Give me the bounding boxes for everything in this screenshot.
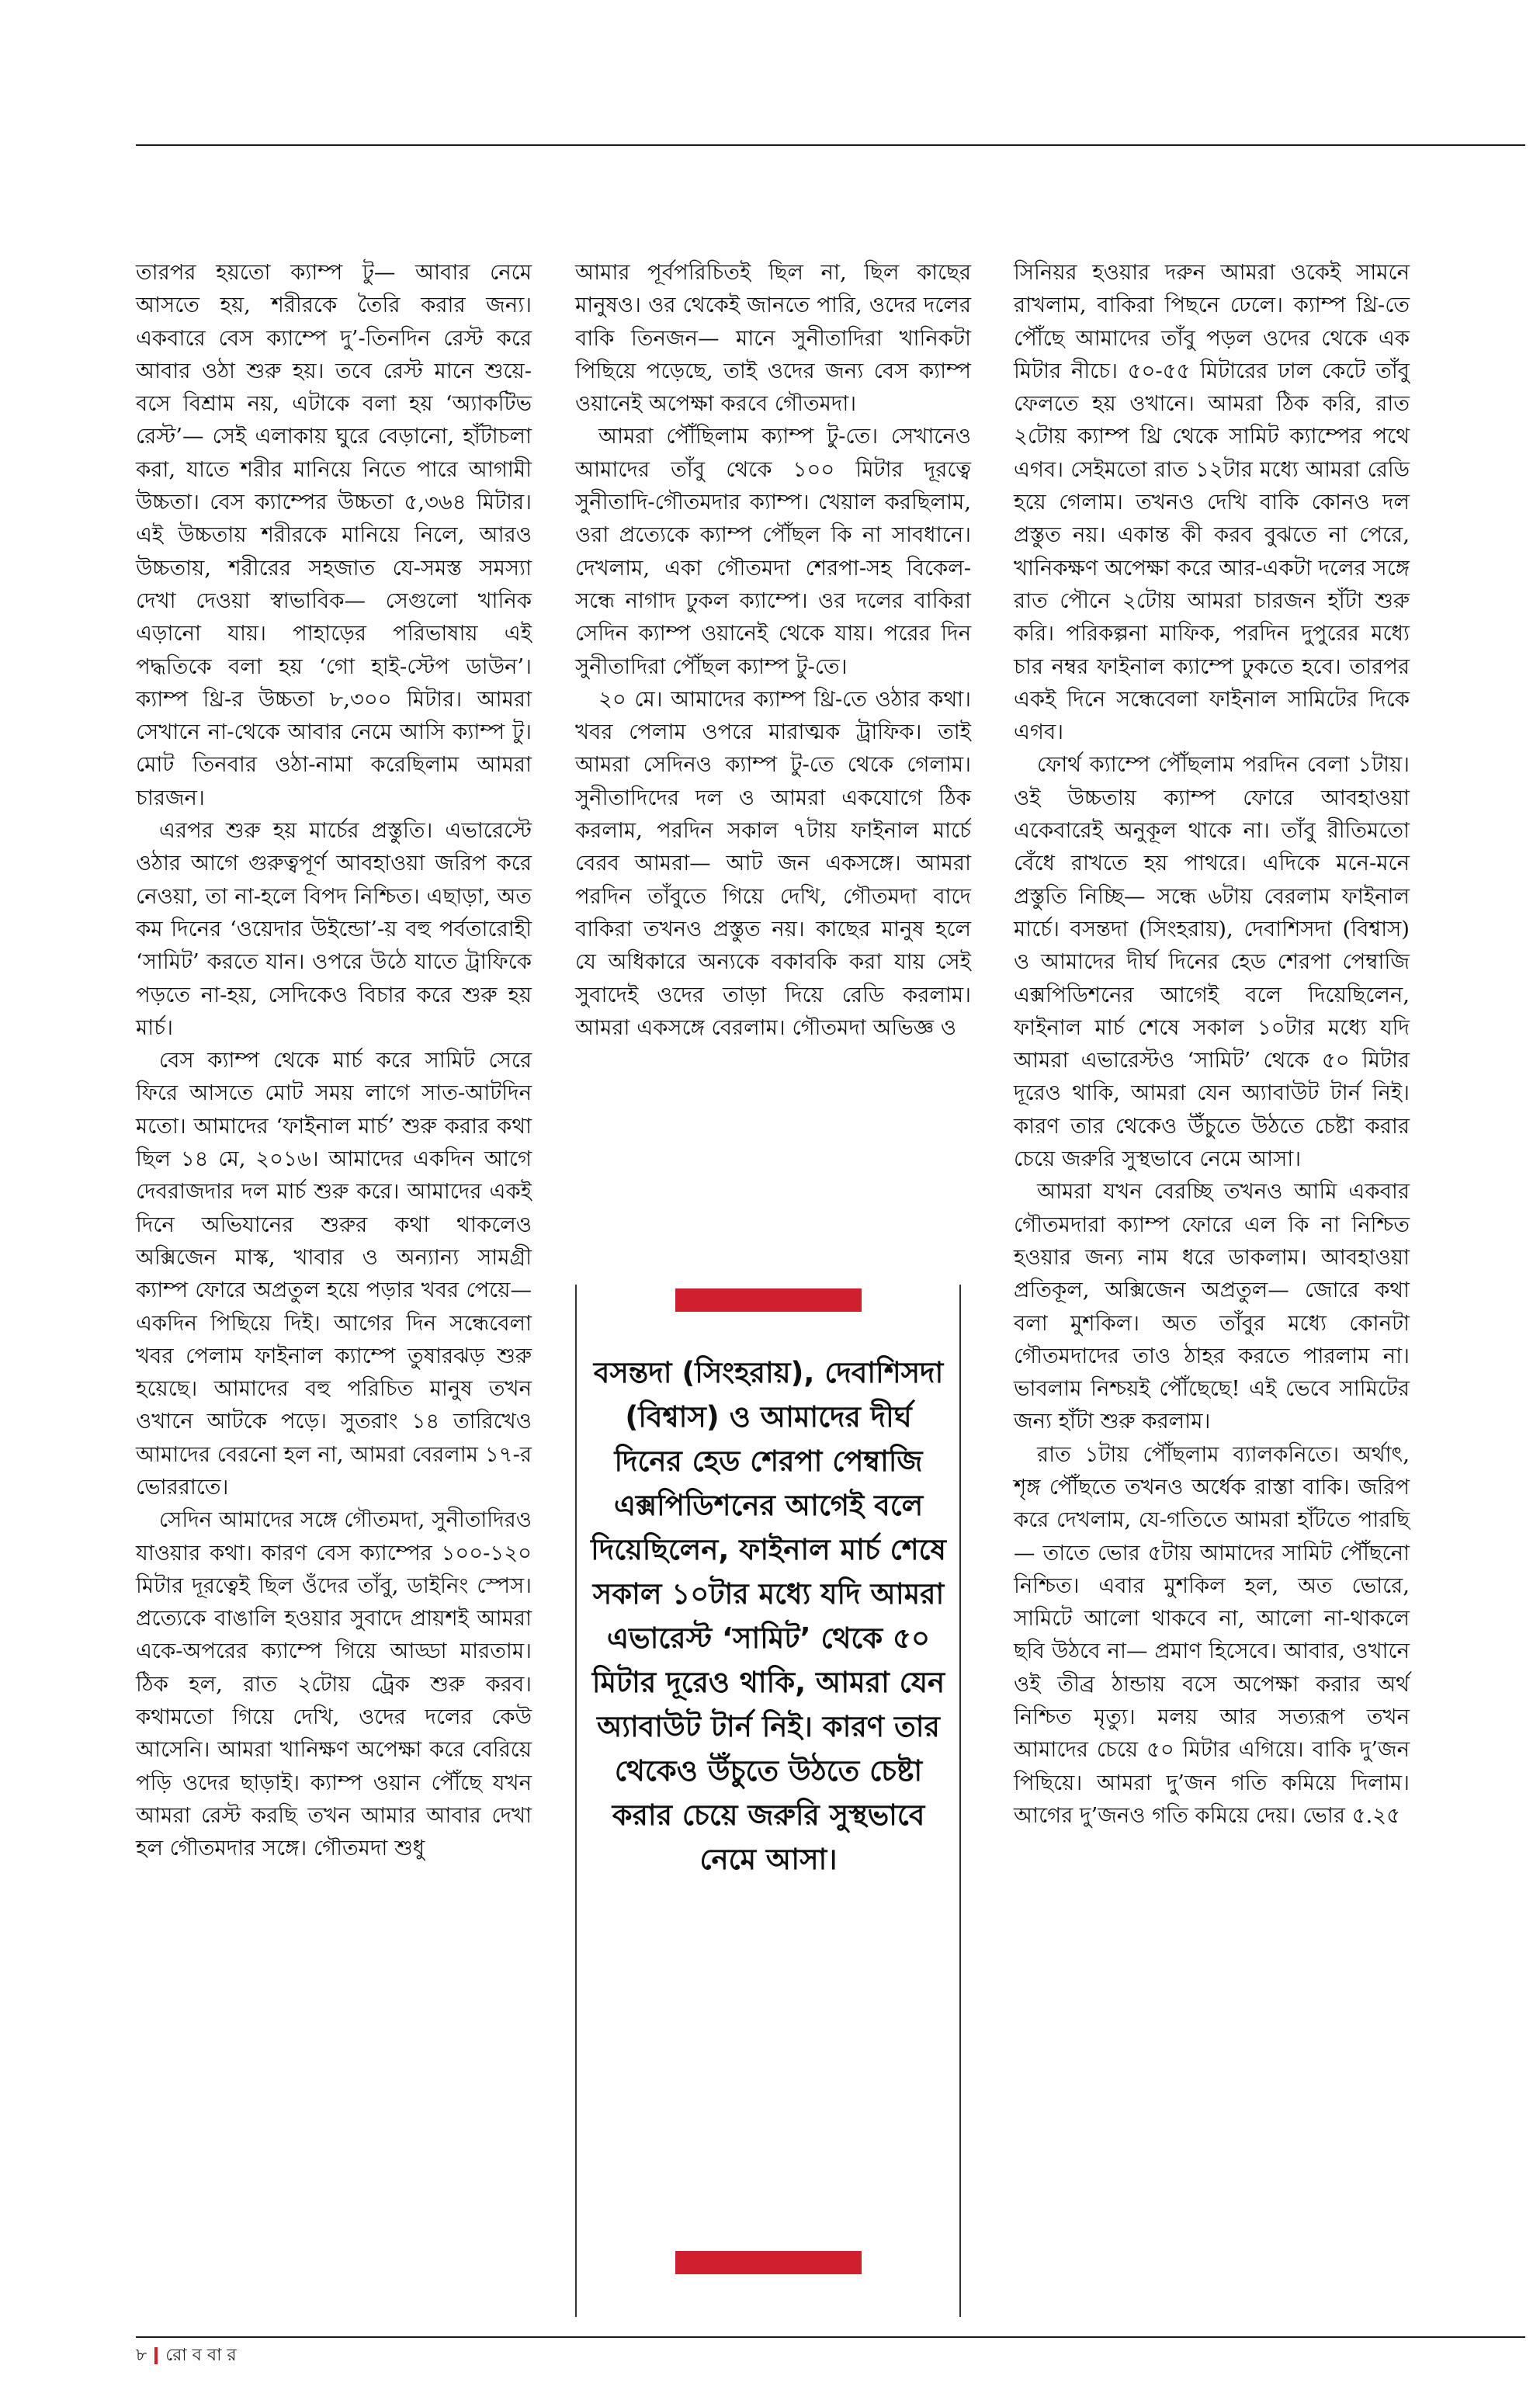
article-column-2 [575,256,971,1044]
column2-paragraph-1: আমার পূর্বপরিচিতই ছিল না, ছিল কাছের মানুষও। ওর থেকেই জানতে পারি, ওদের দলের বাকি তিনজন— মানে সুনীতাদিরা খানিকটা পিছিয়ে পড়েছে, তাই ওদের জন্য বেস ক্যাম্প ওয়ানেই অপেক্ষা করবে গৌতমদা। [575,260,971,417]
pullquote-right-divider [959,1285,961,2317]
pullquote-box [590,1288,947,2360]
column1-paragraph-3: বেস ক্যাম্প থেকে মার্চ করে সামিট সেরে ফিরে আসতে মোট সময় লাগে সাত-আটদিন মতো। আমাদের ‘ফাইনাল মার্চ’ শুরু করার কথা ছিল ১৪ মে, ২০১৬। আমাদের একদিন আগে দেবরাজদার দল মার্চ শুরু করে। আমাদের একই দিনে অভিযানের শুরুর কথা থাকলেও অক্সিজেন মাস্ক, খাবার ও অন্যান্য সামগ্রী ক্যাম্প ফোরে অপ্রতুল হয়ে পড়ার খবর পেয়ে— একদিন পিছিয়ে দিই। আগের দিন সন্ধেবেলা খবর পেলাম ফাইনাল ক্যাম্পে তুষারঝড় শুরু হয়েছে। আমাদের বহু পরিচিত মানুষ তখন ওখানে আটকে পড়ে। সুতরাং ১৪ তারিখেও আমাদের বেরনো হল না, আমরা বেরলাম ১৭-র ভোররাতে। [136,1048,532,1500]
pullquote-bottom-accent-bar [675,2251,862,2274]
article-column-3 [1014,256,1410,1832]
column2-paragraph-2: আমরা পৌঁছিলাম ক্যাম্প টু-তে। সেখানেও আমাদের তাঁবু থেকে ১০০ মিটার দূরত্বে সুনীতাদি-গৌতমদার ক্যাম্প। খেয়াল করছিলাম, ওরা প্রত্যেকে ক্যাম্প পৌঁছল কি না সাবধানে। দেখলাম, একা গৌতমদা শেরপা-সহ বিকেল-সন্ধে নাগাদ ঢুকল ক্যাম্পে। ওর দলের বাকিরা সেদিন ক্যাম্প ওয়ানেই থেকে যায়। পরের দিন সুনীতাদিরা পৌঁছল ক্যাম্প টু-তে। [575,424,971,679]
column3-paragraph-1: সিনিয়র হওয়ার দরুন আমরা ওকেই সামনে রাখলাম, বাকিরা পিছনে ঢেলে। ক্যাম্প থ্রি-তে পৌঁছে আমাদের তাঁবু পড়ল ওদের থেকে এক মিটার নীচে। ৫০-৫৫ মিটারের ঢাল কেটে তাঁবু ফেলতে হয় ওখানে। আমরা ঠিক করি, রাত ২টোয় ক্যাম্প থ্রি থেকে সামিট ক্যাম্পের পথে এগব। সেইমতো রাত ১২টার মধ্যে আমরা রেডি হয়ে গেলাম। তখনও দেখি বাকি কোনও দল প্রস্তুত নয়। একান্ত কী করব বুঝতে না পেরে, খানিকক্ষণ অপেক্ষা করে আর-একটা দলের সঙ্গে রাত পৌনে ২টোয় আমরা চারজন হাঁটা শুরু করি। পরিকল্পনা মাফিক, পরদিন দুপুরের মধ্যে চার নম্বর ফাইনাল ক্যাম্পে ঢুকতে হবে। তারপর একই দিনে সন্ধেবেলা ফাইনাল সামিটের দিকে এগব। [1014,260,1410,745]
column1-paragraph-4: সেদিন আমাদের সঙ্গে গৌতমদা, সুনীতাদিরও যাওয়ার কথা। কারণ বেস ক্যাম্পের ১০০-১২০ মিটার দূরত্বেই ছিল ওঁদের তাঁবু, ডাইনিং স্পেস। প্রত্যেকে বাঙালি হওয়ার সুবাদে প্রায়শই আমরা একে-অপরের ক্যাম্পে গিয়ে আড্ডা মারতাম। ঠিক হল, রাত ২টোয় ট্রেক শুরু করব। কথামতো গিয়ে দেখি, ওদের দলের কেউ আসেনি। আমরা খানিক্ষণ অপেক্ষা করে বেরিয়ে পড়ি ওদের ছাড়াই। ক্যাম্প ওয়ান পৌঁছে যখন আমরা রেস্ট করছি তখন আমার আবার দেখা হল গৌতমদার সঙ্গে। গৌতমদা শুধু [136,1507,532,1861]
bottom-rule [136,2336,1525,2338]
pullquote-text: বসন্তদা (সিংহরায়), দেবাশিসদা (বিশ্বাস) ও আমাদের দীর্ঘ দিনের হেড শেরপা পেম্বাজি এক্সপিডিশনের আগেই বলে দিয়েছিলেন, ফাইনাল মার্চ শেষে সকাল ১০টার মধ্যে যদি আমরা এভারেস্ট ‘সামিট’ থেকে ৫০ মিটার দূরেও থাকি, আমরা যেন অ্যাবাউট টার্ন নিই। কারণ তার থেকেও উঁচুতে উঠতে চেষ্টা করার চেয়ে জরুরি সুস্থভাবে নেমে আসা। [591,1356,946,1876]
page-number: ৮ [136,2346,147,2365]
magazine-name: রো ব বা র [165,2346,237,2365]
footer-separator [154,2347,158,2364]
page-footer [136,2344,237,2367]
column3-paragraph-3: আমরা যখন বেরচ্ছি তখনও আমি একবার গৌতমদারা ক্যাম্প ফোরে এল কি না নিশ্চিত হওয়ার জন্য নাম ধরে ডাকলাম। আবহাওয়া প্রতিকূল, অক্সিজেন অপ্রতুল— জোরে কথা বলা মুশকিল। অত তাঁবুর মধ্যে কোনটা গৌতমদাদের তাও ঠাহর করতে পারলাম না। ভাবলাম নিশ্চয়ই পৌঁছেছে! এই ভেবে সামিটের জন্য হাঁটা শুরু করলাম। [1014,1179,1410,1434]
pullquote-left-divider [575,1285,577,2317]
column2-paragraph-3: ২০ মে। আমাদের ক্যাম্প থ্রি-তে ওঠার কথা। খবর পেলাম ওপরে মারাত্মক ট্রাফিক। তাই আমরা সেদিনও ক্যাম্প টু-তে থেকে গেলাম। সুনীতাদিদের দল ও আমরা একযোগে ঠিক করলাম, পরদিন সকাল ৭টায় ফাইনাল মার্চে বেরব আমরা— আট জন একসঙ্গে। আমরা পরদিন তাঁবুতে গিয়ে দেখি, গৌতমদা বাদে বাকিরা তখনও প্রস্তুত নয়। কাছের মানুষ হলে যে অধিকারে অন্যকে বকাবকি করা যায় সেই সুবাদেই ওদের তাড়া দিয়ে রেডি করলাম। আমরা একসঙ্গে বেরলাম। গৌতমদা অভিজ্ঞ ও [575,686,971,1040]
article-column-1 [136,256,532,1865]
column3-paragraph-2: ফোর্থ ক্যাম্পে পৌঁছলাম পরদিন বেলা ১টায়। ওই উচ্চতায় ক্যাম্প ফোরে আবহাওয়া একেবারেই অনুকূল থাকে না। তাঁবু রীতিমতো বেঁধে রাখতে হয় পাথরে। এদিকে মনে-মনে প্রস্তুতি নিচ্ছি— সন্ধে ৬টায় বেরলাম ফাইনাল মার্চে। বসন্তদা (সিংহরায়), দেবাশিসদা (বিশ্বাস) ও আমাদের দীর্ঘ দিনের হেড শেরপা পেম্বাজি এক্সপিডিশনের আগেই বলে দিয়েছিলেন, ফাইনাল মার্চ শেষে সকাল ১০টার মধ্যে যদি আমরা এভারেস্টও ‘সামিট’ থেকে ৫০ মিটার দূরেও থাকি, আমরা যেন অ্যাবাউট টার্ন নিই। কারণ তার থেকেও উঁচুতে উঠতে চেষ্টা করার চেয়ে জরুরি সুস্থভাবে নেমে আসা। [1014,752,1410,1172]
top-rule [136,144,1525,146]
column1-paragraph-2: এরপর শুরু হয় মার্চের প্রস্তুতি। এভারেস্টে ওঠার আগে গুরুত্বপূর্ণ আবহাওয়া জরিপ করে নেওয়া, তা না-হলে বিপদ নিশ্চিত। এছাড়া, অত কম দিনের ‘ওয়েদার উইন্ডো’-য় বহু পর্বতারোহী ‘সামিট’ করতে যান। ওপরে উঠে যাতে ট্রাফিকে পড়তে না-হয়, সেদিকেও বিচার করে শুরু হয় মার্চ। [136,818,532,1040]
column3-paragraph-4: রাত ১টায় পৌঁছলাম ব্যালকনিতে। অর্থাৎ, শৃঙ্গ পৌঁছতে তখনও অর্ধেক রাস্তা বাকি। জরিপ করে দেখলাম, যে-গতিতে আমরা হাঁটতে পারছি— তাতে ভোর ৫টায় আমাদের সামিট পৌঁছনো নিশ্চিত। এবার মুশকিল হল, অত ভোরে, সামিটে আলো থাকবে না, আলো না-থাকলে ছবি উঠবে না— প্রমাণ হিসেবে। আবার, ওখানে ওই তীব্র ঠান্ডায় বসে অপেক্ষা করার অর্থ নিশ্চিত মৃত্যু। মলয় আর সত্যরূপ তখন আমাদের চেয়ে ৫০ মিটার এগিয়ে। বাকি দু’জন পিছিয়ে। আমরা দু’জন গতি কমিয়ে দিলাম। আগের দু’জনও গতি কমিয়ে দেয়। ভোর ৫.২৫ [1014,1441,1410,1828]
column1-paragraph-1: তারপর হয়তো ক্যাম্প টু— আবার নেমে আসতে হয়, শরীরকে তৈরি করার জন্য। একবারে বেস ক্যাম্পে দু’-তিনদিন রেস্ট করে আবার ওঠা শুরু হয়। তবে রেস্ট মানে শুয়ে-বসে বিশ্রাম নয়, এটাকে বলা হয় ‘অ্যাকটিভ রেস্ট’— সেই এলাকায় ঘুরে বেড়ানো, হাঁটাচলা করা, যাতে শরীর মানিয়ে নিতে পারে আগামী উচ্চতা। বেস ক্যাম্পের উচ্চতা ৫,৩৬৪ মিটার। এই উচ্চতায় শরীরকে মানিয়ে নিলে, আরও উচ্চতায়, শরীরের সহজাত যে-সমস্ত সমস্যা দেখা দেওয়া স্বাভাবিক— সেগুলো খানিক এড়ানো যায়। পাহাড়ের পরিভাষায় এই পদ্ধতিকে বলা হয় ‘গো হাই-স্টেপ ডাউন’। ক্যাম্প থ্রি-র উচ্চতা ৮,৩০০ মিটার। আমরা সেখানে না-থেকে আবার নেমে আসি ক্যাম্প টু। মোট তিনবার ওঠা-নামা করেছিলাম আমরা চারজন। [136,260,532,810]
pullquote-top-accent-bar [675,1288,862,1312]
